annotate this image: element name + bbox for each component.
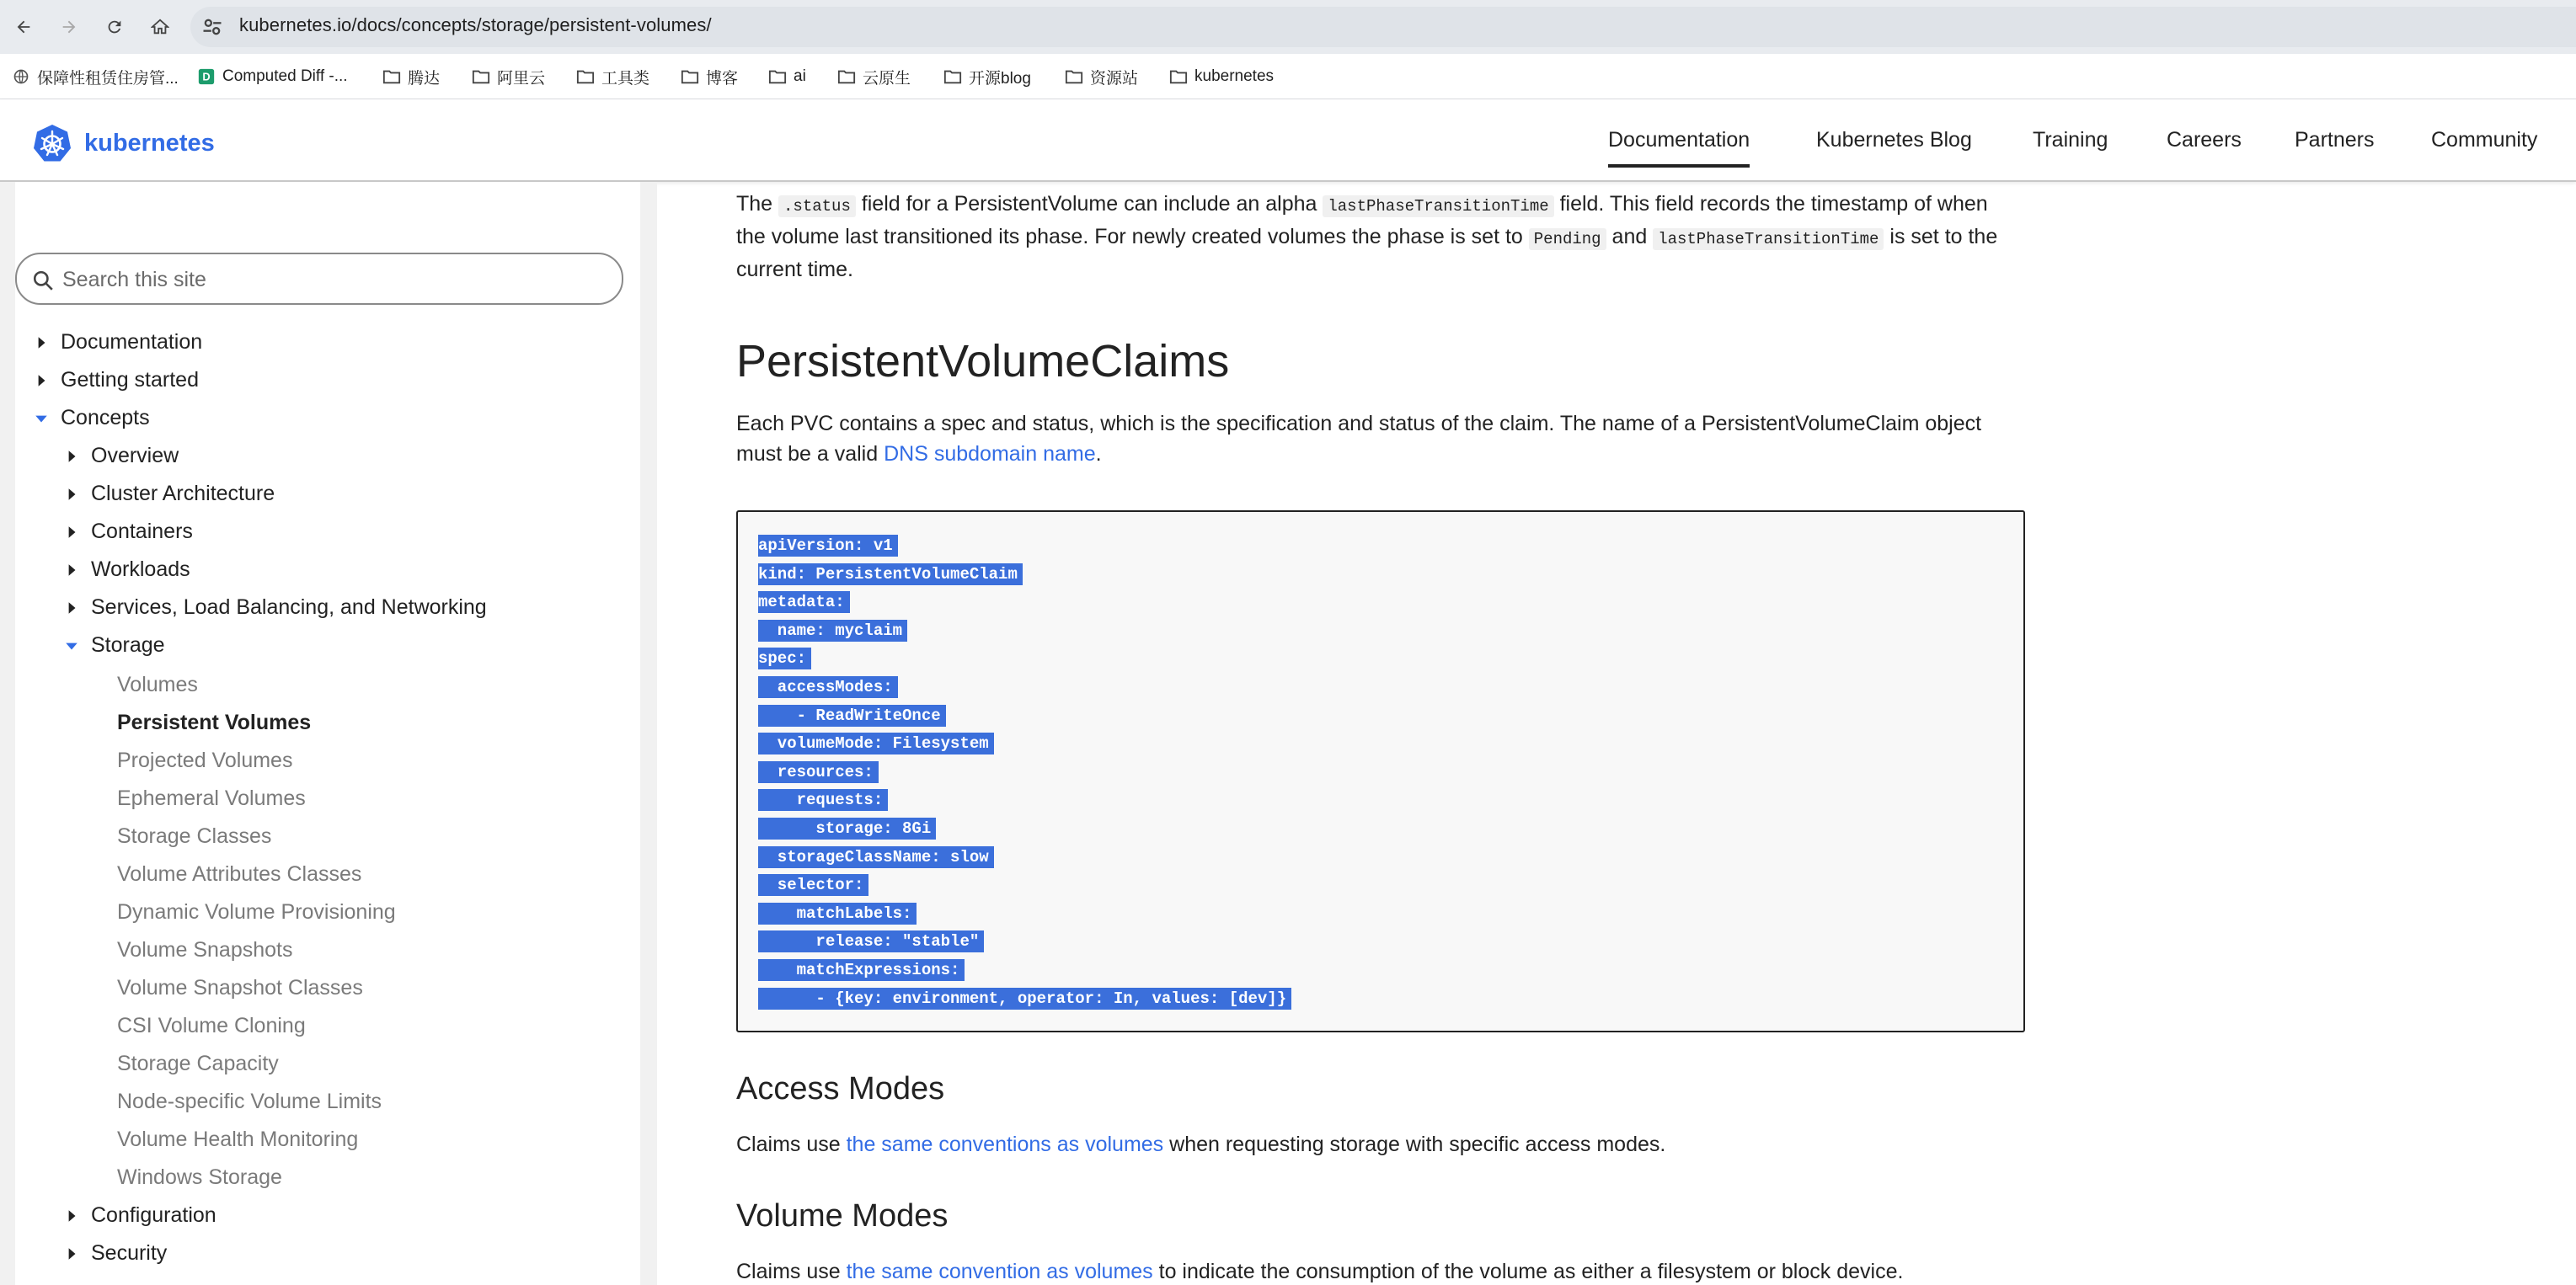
code-line [758, 645, 1291, 674]
code-line-text: release: "stable" [758, 930, 984, 952]
home-icon [151, 18, 169, 36]
folder-icon [382, 67, 401, 86]
nav-partners[interactable]: Partners [2295, 128, 2375, 152]
code-line [758, 561, 1291, 589]
bookmarks-bar [0, 54, 2576, 99]
code-line-text: name: myclaim [758, 620, 907, 642]
site-header [0, 99, 2576, 182]
sidebar-item-getting-started[interactable]: Getting started [34, 368, 199, 392]
code-line [758, 786, 1291, 815]
arrow-right-icon [60, 18, 78, 36]
helm-wheel-icon [32, 123, 72, 163]
url-text[interactable]: kubernetes.io/docs/concepts/storage/persistent-volumes/ [239, 14, 712, 35]
bookmark-folder[interactable]: ai [768, 64, 806, 89]
sidebar-item-volume-snapshot-classes[interactable]: Volume Snapshot Classes [117, 976, 363, 1000]
globe-icon [12, 67, 30, 86]
caret-down-icon [34, 411, 49, 426]
back-button[interactable] [8, 12, 39, 42]
folder-icon [943, 67, 962, 86]
sidebar-item-dynamic-volume-provisioning[interactable]: Dynamic Volume Provisioning [117, 900, 396, 924]
bookmark-folder[interactable]: 云原生 [837, 64, 911, 89]
code-content[interactable] [758, 532, 1291, 1013]
folder-icon [1169, 67, 1188, 86]
same-conventions-link[interactable]: the same conventions as volumes [846, 1133, 1164, 1156]
inline-code: lastPhaseTransitionTime [1323, 195, 1553, 217]
sidebar-item-containers[interactable]: Containers [64, 520, 193, 544]
caret-right-icon [64, 525, 79, 540]
sidebar-item-node-volume-limits[interactable]: Node-specific Volume Limits [117, 1090, 382, 1113]
caret-right-icon [64, 563, 79, 578]
bookmark-folder[interactable]: 资源站 [1065, 64, 1138, 89]
access-modes-paragraph: Claims use the same conventions as volumes when requesting storage with specific access modes. [736, 1133, 1666, 1156]
pvc-paragraph: Each PVC contains a spec and status, which is the specification and status of the claim. The name of a PersistentVolumeClaim object must be a valid DNS subdomain name. [736, 412, 1982, 466]
diff-icon [197, 67, 216, 86]
sidebar-item-documentation[interactable]: Documentation [34, 330, 202, 355]
sidebar-item-workloads[interactable]: Workloads [64, 557, 190, 582]
folder-icon [681, 67, 699, 86]
sidebar-item-security[interactable]: Security [64, 1241, 167, 1266]
caret-right-icon [34, 373, 49, 388]
nav-careers[interactable]: Careers [2167, 128, 2242, 152]
code-line [758, 589, 1291, 617]
sidebar-item-windows-storage[interactable]: Windows Storage [117, 1165, 282, 1189]
volume-modes-paragraph: Claims use the same convention as volumes to indicate the consumption of the volume as either a filesystem or block device. [736, 1260, 1904, 1283]
bookmark-item[interactable]: D Computed Diff -... [197, 64, 348, 89]
reload-button[interactable] [99, 12, 130, 42]
forward-button[interactable] [54, 12, 84, 42]
caret-down-icon [64, 638, 79, 653]
caret-right-icon [64, 1208, 79, 1224]
folder-icon [837, 67, 856, 86]
code-line [758, 617, 1291, 646]
code-line-text: resources: [758, 761, 879, 783]
reload-icon [105, 18, 124, 36]
code-line [758, 900, 1291, 929]
code-line-text: kind: PersistentVolumeClaim [758, 563, 1023, 585]
home-button[interactable] [145, 12, 175, 42]
sidebar-item-configuration[interactable]: Configuration [64, 1203, 216, 1228]
code-line-text: matchExpressions: [758, 959, 965, 981]
inline-code: Pending [1529, 228, 1606, 250]
nav-community[interactable]: Community [2431, 128, 2538, 152]
code-line-text: selector: [758, 874, 868, 896]
code-line [758, 844, 1291, 872]
nav-training[interactable]: Training [2033, 128, 2108, 152]
sidebar-item-volume-attributes-classes[interactable]: Volume Attributes Classes [117, 862, 362, 886]
code-line-text: spec: [758, 648, 811, 669]
code-line [758, 815, 1291, 844]
bookmark-folder[interactable]: 工具类 [576, 64, 649, 89]
heading-volume-modes: Volume Modes [736, 1198, 949, 1234]
code-line-text: - {key: environment, operator: In, values: [dev]} [758, 988, 1291, 1010]
kubernetes-logo[interactable] [32, 123, 215, 163]
sidebar-item-cluster-architecture[interactable]: Cluster Architecture [64, 482, 275, 506]
arrow-left-icon [14, 18, 33, 36]
code-line [758, 702, 1291, 731]
folder-icon [576, 67, 595, 86]
code-line [758, 759, 1291, 787]
folder-icon [768, 67, 787, 86]
bookmark-folder[interactable]: 开源blog [943, 64, 1031, 89]
search-input[interactable] [62, 264, 601, 295]
sidebar-item-csi-volume-cloning[interactable]: CSI Volume Cloning [117, 1014, 306, 1037]
bookmark-folder[interactable]: kubernetes [1169, 64, 1274, 89]
bookmark-item[interactable]: 保障性租赁住房管... [12, 64, 179, 89]
inline-code: lastPhaseTransitionTime [1653, 228, 1884, 250]
sidebar-item-persistent-volumes[interactable]: Persistent Volumes [117, 711, 312, 734]
folder-icon [472, 67, 490, 86]
heading-persistent-volume-claims: PersistentVolumeClaims [736, 336, 1230, 387]
code-line [758, 928, 1291, 957]
code-line-text: accessModes: [758, 676, 898, 698]
nav-documentation[interactable]: Documentation [1608, 128, 1750, 168]
sidebar-item-volumes[interactable]: Volumes [117, 673, 198, 696]
code-line [758, 532, 1291, 561]
site-search[interactable] [15, 253, 623, 305]
code-line [758, 674, 1291, 702]
site-info-icon[interactable] [200, 15, 224, 39]
logo-text: kubernetes [84, 129, 215, 157]
code-line [758, 985, 1291, 1014]
inline-code: .status [778, 195, 856, 217]
bookmark-folder[interactable]: 博客 [681, 64, 738, 89]
sidebar-item-storage-classes[interactable]: Storage Classes [117, 824, 272, 848]
caret-right-icon [64, 449, 79, 464]
browser-toolbar [0, 0, 2576, 54]
code-line-text: matchLabels: [758, 903, 917, 925]
dns-subdomain-link[interactable]: DNS subdomain name [884, 442, 1096, 466]
nav-kubernetes-blog[interactable]: Kubernetes Blog [1816, 128, 1972, 152]
code-line-text: storage: 8Gi [758, 818, 936, 840]
code-line [758, 730, 1291, 759]
caret-right-icon [64, 1246, 79, 1261]
sidebar-item-projected-volumes[interactable]: Projected Volumes [117, 749, 293, 772]
code-line-text: storageClassName: slow [758, 846, 994, 868]
svg-text:D: D [202, 70, 211, 83]
heading-access-modes: Access Modes [736, 1071, 945, 1106]
sidebar-item-services-networking[interactable]: Services, Load Balancing, and Networking [64, 595, 487, 620]
sidebar-item-storage-capacity[interactable]: Storage Capacity [117, 1052, 279, 1075]
search-icon [32, 269, 54, 291]
code-block[interactable] [736, 510, 2025, 1032]
caret-right-icon [34, 335, 49, 350]
code-line [758, 957, 1291, 985]
bookmark-folder[interactable]: 阿里云 [472, 64, 545, 89]
sidebar-item-volume-health-monitoring[interactable]: Volume Health Monitoring [117, 1128, 359, 1151]
caret-right-icon [64, 600, 79, 616]
sidebar-item-overview[interactable]: Overview [64, 444, 179, 468]
status-paragraph: The .status field for a PersistentVolume can include an alpha lastPhaseTransitionTime field. This field records the timestamp of when the volume last transitioned its phase. For newly created volumes the phase is set to Pending and lastPhaseTransitionTime is set to the current time. [736, 192, 1998, 281]
code-line-text: apiVersion: v1 [758, 535, 898, 557]
code-line-text: requests: [758, 789, 888, 811]
bookmark-folder[interactable]: 腾达 [382, 64, 440, 89]
sidebar-item-storage[interactable]: Storage [64, 633, 165, 658]
sidebar-item-volume-snapshots[interactable]: Volume Snapshots [117, 938, 293, 962]
folder-icon [1065, 67, 1083, 86]
sidebar-item-concepts[interactable]: Concepts [34, 406, 150, 430]
code-line [758, 872, 1291, 900]
code-line-text: metadata: [758, 591, 850, 613]
code-line-text: - ReadWriteOnce [758, 705, 946, 727]
code-line-text: volumeMode: Filesystem [758, 733, 994, 754]
same-convention-link[interactable]: the same convention as volumes [846, 1260, 1153, 1283]
sidebar-item-ephemeral-volumes[interactable]: Ephemeral Volumes [117, 786, 306, 810]
caret-right-icon [64, 487, 79, 502]
